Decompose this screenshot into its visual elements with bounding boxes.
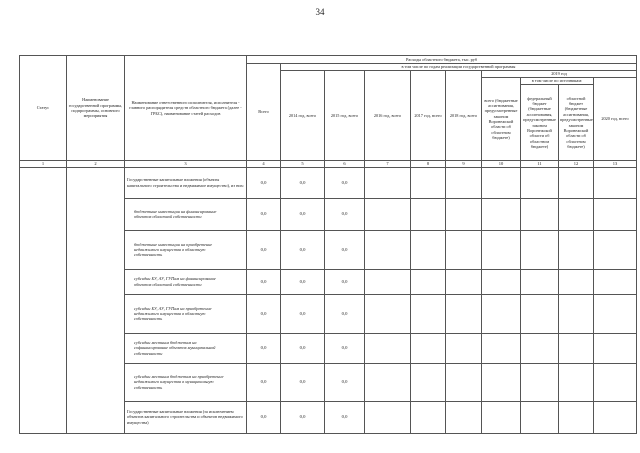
header-executor: Наименование ответственного исполнителя, исполнителя - главного распорядителя средств областного бюджета (далее - ГРБС), наименование статей расходов: [125, 56, 247, 161]
column-number: 5: [281, 161, 325, 168]
header-2015: 2015 год, всего: [325, 71, 365, 161]
header-program-name: Наименование государственной программы, подпрограммы, основного мероприятия: [67, 56, 125, 161]
header-2017: 2017 год, всего: [411, 71, 446, 161]
value-total: 0,0: [247, 230, 281, 269]
value-2015: 0,0: [325, 167, 365, 198]
header-2018: 2018 год, всего: [446, 71, 482, 161]
value-2015: 0,0: [325, 230, 365, 269]
header-2016: 2016 год, всего: [365, 71, 411, 161]
row-label: Государственные капитальные вложения (объекты капитального строительства и недвижимое имущество), из них:: [125, 167, 247, 198]
row-label: субсидии БУ, АУ, ГУПам на приобретение недвижимого имущества в областную собственность: [125, 294, 247, 333]
row-label: бюджетные инвестиции на финансирование объектов областной собственности: [125, 198, 247, 230]
value-2015: 0,0: [325, 294, 365, 333]
column-number: 8: [411, 161, 446, 168]
column-number: 4: [247, 161, 281, 168]
column-number: 13: [594, 161, 637, 168]
value-2014: 0,0: [281, 294, 325, 333]
value-2014: 0,0: [281, 363, 325, 401]
value-2015: 0,0: [325, 401, 365, 433]
column-number: 6: [325, 161, 365, 168]
column-number: 11: [521, 161, 559, 168]
header-2020: 2020 год, всего: [594, 78, 637, 161]
page-number: 34: [315, 7, 325, 17]
column-number: 2: [67, 161, 125, 168]
row-label: субсидии местным бюджетам на приобретение недвижимого имущества в муниципальную собственность: [125, 363, 247, 401]
value-total: 0,0: [247, 294, 281, 333]
column-number: 9: [446, 161, 482, 168]
value-2015: 0,0: [325, 333, 365, 363]
header-col11: федеральный бюджет (бюджетные ассигнования, предусмотренные законом Воронежской области об областном бюджете): [521, 85, 559, 161]
table-row: [20, 167, 637, 198]
value-2014: 0,0: [281, 401, 325, 433]
column-number: 7: [365, 161, 411, 168]
value-2015: 0,0: [325, 198, 365, 230]
row-label: субсидии БУ, АУ, ГУПам на финансирование объектов областной собственности: [125, 269, 247, 294]
value-2014: 0,0: [281, 333, 325, 363]
value-2015: 0,0: [325, 269, 365, 294]
value-2014: 0,0: [281, 230, 325, 269]
value-total: 0,0: [247, 333, 281, 363]
column-number: 1: [20, 161, 67, 168]
header-by-years: в том числе по годам реализации государственной программы: [281, 64, 637, 71]
value-2015: 0,0: [325, 363, 365, 401]
program-cell: [67, 167, 125, 433]
column-number: 12: [559, 161, 594, 168]
header-2014: 2014 год, всего: [281, 71, 325, 161]
row-label: Государственные капитальные вложения (за исключением объектов капитального строительства и объектов недвижимого имущества): [125, 401, 247, 433]
value-2014: 0,0: [281, 269, 325, 294]
value-total: 0,0: [247, 363, 281, 401]
row-label: субсидии местным бюджетам на софинансирование объектов муниципальной собственности: [125, 333, 247, 363]
header-2019: 2019 год: [482, 71, 637, 78]
row-label: бюджетные инвестиции на приобретение недвижимого имущества в областную собственность: [125, 230, 247, 269]
value-total: 0,0: [247, 167, 281, 198]
header-status: Статус: [20, 56, 67, 161]
value-2014: 0,0: [281, 198, 325, 230]
value-total: 0,0: [247, 269, 281, 294]
status-cell: [20, 167, 67, 433]
column-number: 3: [125, 161, 247, 168]
header-col10: всего (бюджетные ассигнования, предусмотренные законом Воронежской области об областном бюджете): [482, 78, 521, 161]
header-total: Всего: [247, 64, 281, 161]
value-2014: 0,0: [281, 167, 325, 198]
value-total: 0,0: [247, 401, 281, 433]
budget-table: [19, 55, 637, 434]
header-by-sources: в том числе по источникам:: [521, 78, 594, 85]
header-col12: областной бюджет (бюджетные ассигнования, предусмотренные законом Воронежской области об областном бюджете): [559, 85, 594, 161]
column-number: 10: [482, 161, 521, 168]
value-total: 0,0: [247, 198, 281, 230]
header-expenses-title: Расходы областного бюджета, тыс. руб: [247, 56, 637, 64]
